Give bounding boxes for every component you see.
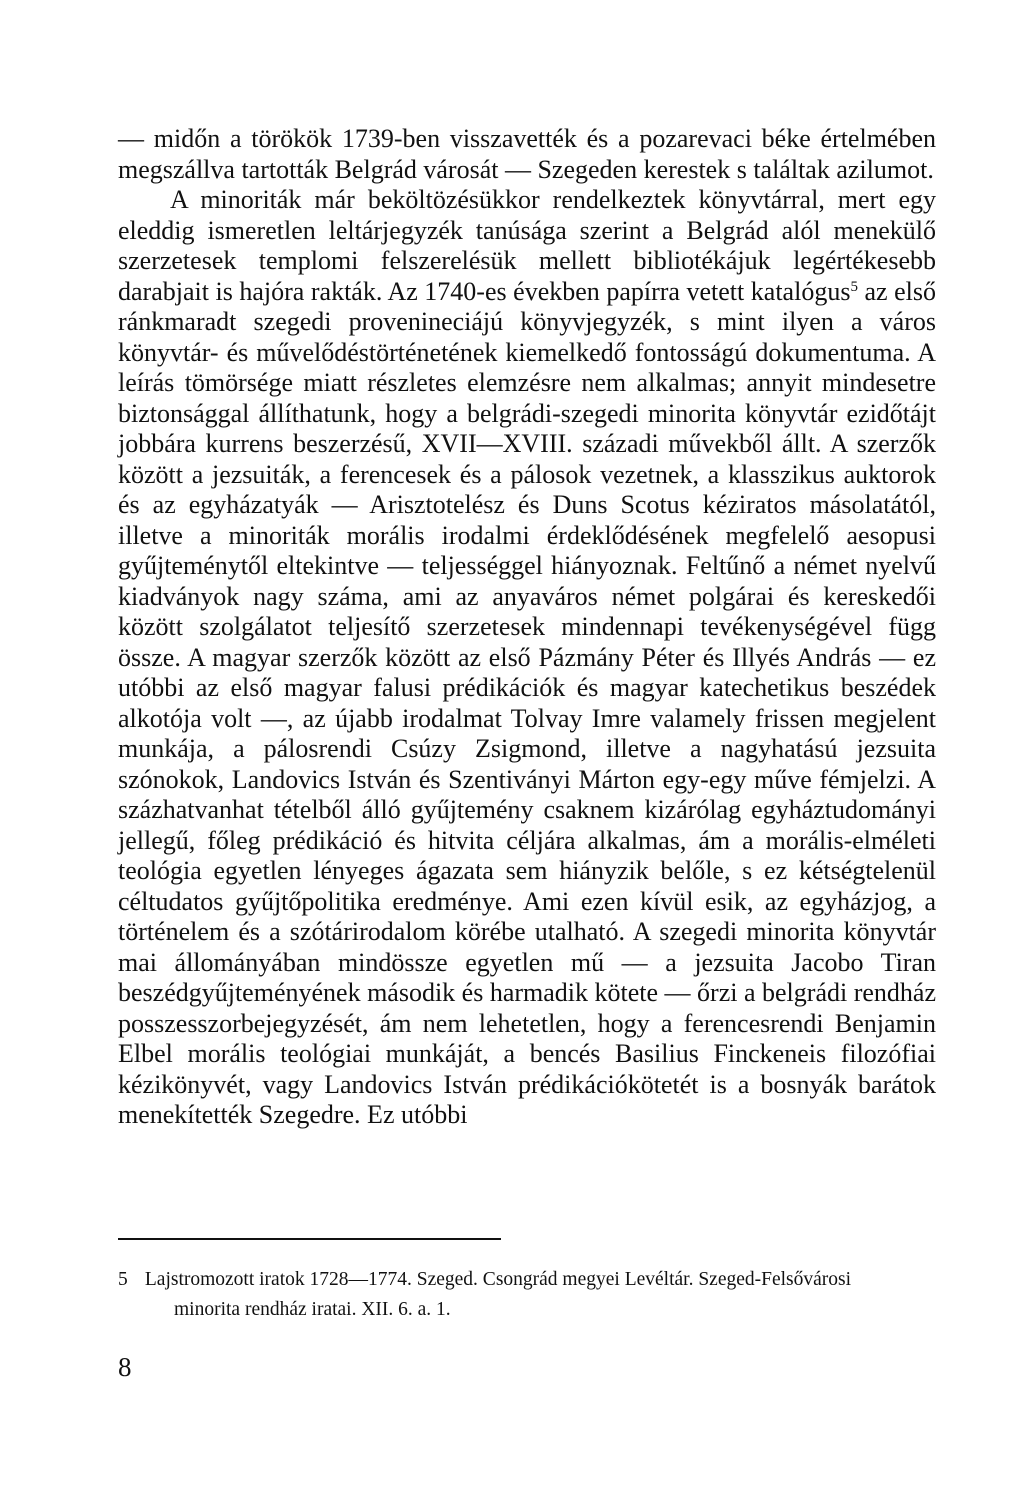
footnote-number: 5 (118, 1269, 128, 1290)
page-number: 8 (118, 1352, 132, 1382)
paragraph-1: — midőn a törökök 1739-ben visszavették és a pozarevaci béke értelmében megszállva tartották Belgrád városát — Szegeden kerestek s találtak azilumot. (118, 124, 936, 184)
footnote-text-1: Lajstromozott iratok 1728—1774. Szeged. Csongrád megyei Levéltár. Szeged-Felsővárosi (144, 1269, 852, 1290)
footnote (118, 1265, 938, 1325)
footnote-reference[interactable]: 5 (850, 278, 858, 295)
paragraph-2-part-1: A minoriták már beköltözésükkor rendelkeztek könyvtárral, mert egy eleddig ismeretlen leltárjegyzék tanúsága szerint a Belgrád alól menekülő szerzetesek templomi felszerelésük mellett bibliotékájuk legértékesebb darabjait is hajóra rakták. Az 1740-es években papírra vetett katalógus (118, 185, 936, 306)
paragraph-2-part-2: az első ránkmaradt szegedi provenineciájú könyvjegyzék, s mint ilyen a város könyvtár- és művelődéstörténetének kiemelkedő fontosságú dokumentuma. A leírás tömörsége miatt részletes elemzésre nem alkalmas; annyit mindesetre biztonsággal állíthatunk, hogy a belgrádi-szegedi minorita könyvtár ezidőtájt jobbára kurrens beszerzésű, XVII—XVIII. századi művekből állt. A szerzők között a jezsuiták, a ferencesek és a pálosok vezetnek, a klasszikus auktorok és az egyházatyák — Arisztotelész és Duns Scotus kéziratos másolatától, illetve a minoriták morális irodalmi érdeklődésének megfelelő aesopusi gyűjteménytől eltekintve — teljességgel hiányoznak. Feltűnő a német nyelvű kiadványok nagy száma, ami az anyaváros német polgárai és kereskedői között szolgálatot teljesítő szerzetesek mindennapi tevékenységével függ össze. A magyar szerzők között az első Pázmány Péter és Illyés András — ez utóbbi az első magyar falusi prédikációk és magyar katechetikus beszédek alkotója volt —, az újabb irodalmat Tolvay Imre valamely frissen megjelent munkája, a pálosrendi Csúzy Zsigmond, illetve a nagyhatású jezsuita szónokok, Landovics István és Szentiványi Márton egy-egy műve fémjelzi. A százhatvanhat tételből álló gyűjtemény csaknem kizárólag egyháztudományi jellegű, főleg prédikáció és hitvita céljára alkalmas, ám a morális-elméleti teológia egyetlen lényeges ágazata sem hiányzik belőle, s ez kétségtelenül céltudatos gyűjtőpolitika eredménye. Ami ezen kívül esik, az egyházjog, a történelem és a szótárirodalom körébe utalható. A szegedi minorita könyvtár mai állományában mindössze egyetlen mű — a jezsuita Jacobo Tiran beszédgyűjteményének második és harmadik kötete — őrzi a belgrádi rendház posszesszorbejegyzését, ám nem lehetetlen, hogy a ferencesrendi Benjamin Elbel morális teológiai munkáját, a bencés Basilius Finckeneis filozófiai kézikönyvét, vagy Landovics István prédikációkötetét is a bosnyák barátok menekítették Szegedre. Ez utóbbi (118, 276, 936, 1129)
page-body (118, 124, 936, 1131)
footnote-line-1 (118, 1265, 938, 1295)
main-text (118, 124, 936, 1131)
footnote-divider (118, 1238, 501, 1240)
footnote-line-2: minorita rendház iratai. XII. 6. a. 1. (174, 1299, 451, 1320)
paragraph-2 (118, 185, 936, 1131)
